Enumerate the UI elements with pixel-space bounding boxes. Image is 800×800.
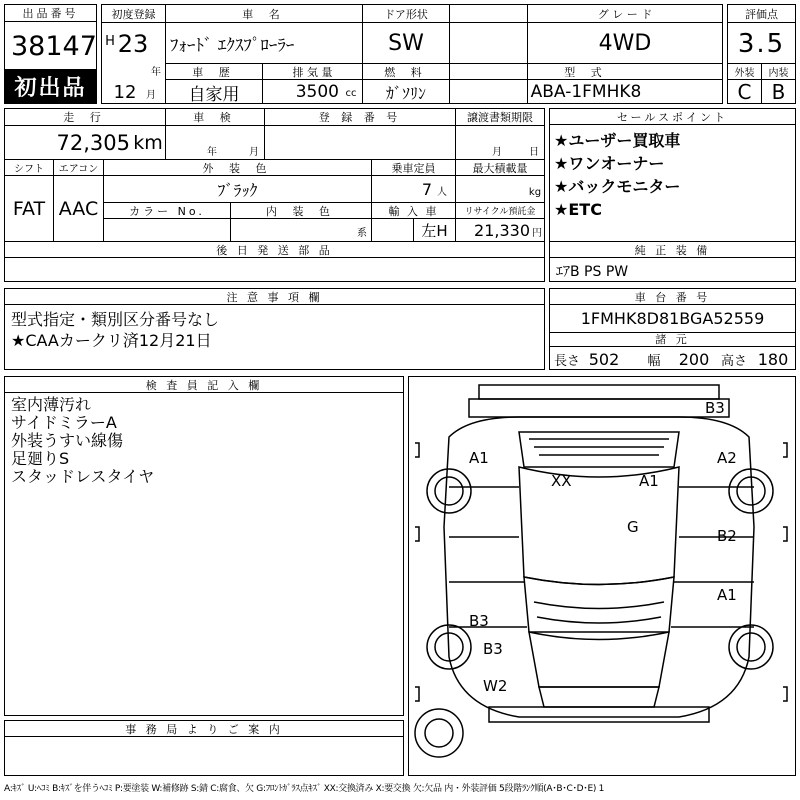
inspector-line: 室内薄汚れ xyxy=(11,395,92,414)
score-box xyxy=(727,4,796,104)
history-label: 車 歴 xyxy=(192,65,236,79)
office-label: 事 務 局 よ り ご 案 内 xyxy=(5,721,403,737)
displacement-label: 排 気 量 xyxy=(292,65,333,79)
sales-point-item: ★ワンオーナー xyxy=(554,154,665,173)
score-value: 3.5 xyxy=(737,28,786,59)
ext-color-label: 外 装 色 xyxy=(202,161,273,175)
reg-year-unit: 年 xyxy=(151,66,161,78)
inspection-month-unit: 月 xyxy=(249,146,259,158)
sales-point-item: ★バックモニター xyxy=(554,177,681,196)
inspector-line: スタッドレスタイヤ xyxy=(11,467,155,486)
inspector-line: 足廻りS xyxy=(11,449,70,468)
length-value: 502 xyxy=(588,349,620,369)
color-no-label: カラー No. xyxy=(129,204,205,218)
sales-point-item: ★ETC xyxy=(554,200,602,219)
damage-mark: W2 xyxy=(483,677,508,695)
history-value: 自家用 xyxy=(188,84,240,105)
sales-points-label: セールスポイント xyxy=(550,109,795,125)
transfer-month-unit: 月 xyxy=(492,146,502,158)
sales-points-box xyxy=(549,108,796,242)
int-color-unit: 系 xyxy=(357,227,367,239)
note-line: 型式指定・類別区分番号なし xyxy=(11,310,220,329)
score-label: 評価点 xyxy=(745,7,778,21)
chassis-value: 1FMHK8D81BGA52559 xyxy=(580,309,765,328)
load-label: 最大積載量 xyxy=(472,161,528,175)
notes-lines xyxy=(11,309,219,351)
sales-point-item: ★ユーザー買取車 xyxy=(554,131,681,150)
width-label: 幅 xyxy=(647,353,661,369)
import-value: 左H xyxy=(421,222,448,240)
damage-mark: B2 xyxy=(717,527,737,545)
ac-label: エアコン xyxy=(58,164,99,175)
reg-era: H xyxy=(105,33,115,49)
specs-label: 諸 元 xyxy=(550,332,795,347)
parts-box xyxy=(4,241,545,282)
fuel-label: 燃 料 xyxy=(384,65,428,79)
exterior-label: 外装 xyxy=(734,68,755,79)
parts-label: 後 日 発 送 部 品 xyxy=(5,242,544,258)
ext-color-value: ﾌﾞﾗｯｸ xyxy=(217,181,258,200)
shift-label: シフト xyxy=(14,164,44,175)
mileage-label: 走 行 xyxy=(63,111,107,124)
car-name: ﾌｫｰﾄﾞ ｴｸｽﾌﾟﾛｰﾗｰ xyxy=(170,36,295,56)
plate-label: 登 録 番 号 xyxy=(318,111,402,124)
transfer-day-unit: 日 xyxy=(529,146,539,158)
capacity-value: 7 xyxy=(421,180,432,199)
damage-mark: B3 xyxy=(483,640,503,658)
length-label: 長さ xyxy=(554,353,581,369)
inspector-line: 外装うすい線傷 xyxy=(11,431,124,450)
damage-mark: G xyxy=(627,518,639,536)
equipment-value: ｴｱB PS PW xyxy=(556,263,629,280)
equipment-box xyxy=(549,241,796,282)
damage-mark: A1 xyxy=(639,472,659,490)
office-box xyxy=(4,720,404,776)
reg-month: 12 xyxy=(113,81,137,103)
fuel-value: ｶﾞｿﾘﾝ xyxy=(385,83,426,103)
damage-mark: XX xyxy=(551,472,572,490)
model-code-value: ABA-1FMHK8 xyxy=(530,82,642,102)
capacity-unit: 人 xyxy=(437,186,447,198)
load-unit: kg xyxy=(528,186,542,198)
inspector-box xyxy=(4,376,404,716)
lot-number: 38147 xyxy=(11,30,97,62)
transfer-label: 譲渡書類期限 xyxy=(467,111,533,124)
inspection-year-unit: 年 xyxy=(207,146,217,158)
notes-box xyxy=(4,288,545,370)
sales-points-list xyxy=(554,129,680,221)
exterior-grade: C xyxy=(737,80,752,104)
model-code-label: 型 式 xyxy=(564,65,608,79)
inspector-line: サイドミラーA xyxy=(11,413,117,432)
legend-text: A:ｷｽﾞ U:ﾍｺﾐ B:ｷｽﾞを伴うﾍｺﾐ P:要塗装 W:補修跡 S:錆 C:腐食、欠 G:ﾌﾛﾝﾄｶﾞﾗｽ点ｷｽﾞ XX:交換済み X:要交換 欠:欠品 内・外装評価 5段階ﾗﾝｸ順(A･B･C･D･E) 1 xyxy=(4,784,605,794)
reg-month-unit: 月 xyxy=(146,89,156,101)
damage-mark: A1 xyxy=(469,449,489,467)
damage-mark: A2 xyxy=(717,449,737,467)
reg-year: 23 xyxy=(117,30,149,58)
grade-value: 4WD xyxy=(598,31,652,56)
door-label: ドア形状 xyxy=(384,7,428,21)
car-diagram xyxy=(409,377,795,775)
inspector-lines xyxy=(11,396,154,486)
details-box xyxy=(4,108,545,242)
note-line: ★CAAカークリ済12月21日 xyxy=(11,331,212,350)
mileage-value: 72,305 xyxy=(56,131,130,155)
damage-mark: B3 xyxy=(705,399,725,417)
damage-mark: B3 xyxy=(469,612,489,630)
height-value: 180 xyxy=(757,349,789,369)
vehicle-header-box xyxy=(101,4,723,104)
first-listing-badge: 初出品 xyxy=(5,69,96,103)
recycle-value: 21,330 xyxy=(474,221,530,240)
car-name-label: 車 名 xyxy=(242,7,286,21)
notes-label: 注 意 事 項 欄 xyxy=(5,289,544,305)
reg-label: 初度登録 xyxy=(111,7,156,21)
door-value: SW xyxy=(388,31,424,56)
interior-grade: B xyxy=(771,80,786,104)
chassis-box xyxy=(549,288,796,370)
ac-value: AAC xyxy=(58,198,99,220)
import-label: 輸 入 車 xyxy=(388,204,439,218)
width-value: 200 xyxy=(678,349,710,369)
inspection-label: 車 検 xyxy=(193,111,237,124)
lot-label: 出品番号 xyxy=(5,5,96,22)
car-diagram-box xyxy=(408,376,796,776)
int-color-label: 内 装 色 xyxy=(266,204,336,218)
damage-mark: A1 xyxy=(717,586,737,604)
height-label: 高さ xyxy=(720,353,747,369)
displacement-unit: cc xyxy=(345,87,357,99)
recycle-label: リサイクル預託金 xyxy=(464,207,536,217)
lot-box xyxy=(4,4,97,104)
displacement-value: 3500 xyxy=(295,82,339,102)
interior-label: 内装 xyxy=(768,68,789,79)
mileage-unit: km xyxy=(133,132,163,154)
chassis-label: 車 台 番 号 xyxy=(550,289,795,305)
inspector-label: 検 査 員 記 入 欄 xyxy=(5,377,403,393)
shift-value: FAT xyxy=(12,198,46,220)
grade-label: グ レ ー ド xyxy=(597,7,653,21)
capacity-label: 乗車定員 xyxy=(391,161,436,175)
recycle-unit: 円 xyxy=(532,227,542,239)
equipment-label: 純 正 装 備 xyxy=(550,242,795,258)
